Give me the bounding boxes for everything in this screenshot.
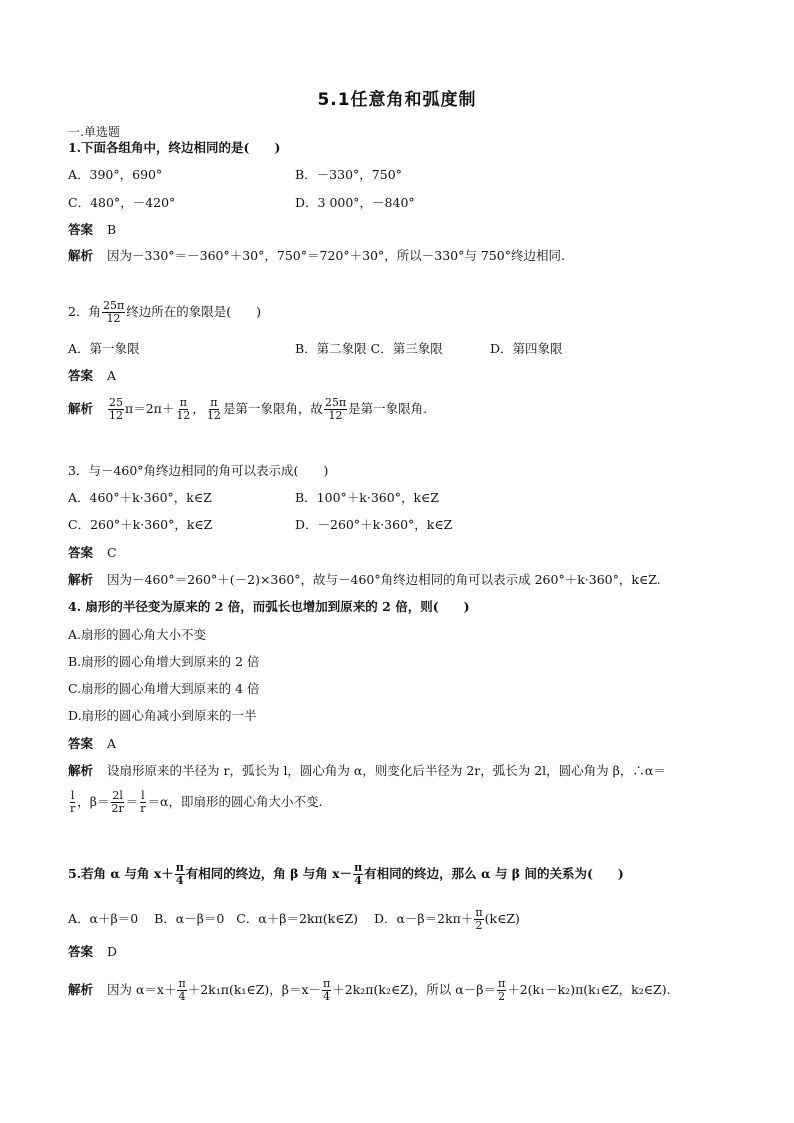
fraction: $\frac{\pi}{12}$ [176, 396, 191, 422]
q1-option-a: A．390°，690° [68, 167, 163, 182]
answer-label: 答案 [68, 944, 94, 959]
q2-answer-value: A [107, 368, 117, 383]
q2-stem [68, 300, 261, 325]
q2-analysis: 解析 $\frac{25}{12}$ π＝2π＋ $\frac{\pi}{12}$ ， $\frac{\pi}{12}$ 是第一象限角，故 $\frac{25\pi}{12}$ 是第一象限角. [68, 396, 428, 422]
answer-label: 答案 [68, 222, 94, 237]
q5-answer [68, 944, 117, 960]
analysis-label: 解析 [68, 982, 94, 997]
q2-option-d: D．第四象限 [490, 341, 563, 356]
q1-answer [68, 222, 116, 238]
q5-option-a: A．α＋β＝0 [68, 911, 139, 926]
q3-option-c: C．260°＋k·360°，k∈Z [68, 517, 213, 532]
q1-option-c: C．480°，－420° [68, 195, 176, 210]
analysis-label: 解析 [68, 401, 94, 416]
fraction: $\frac{\pi}{4}$ [178, 977, 186, 1003]
analysis-label: 解析 [68, 572, 94, 587]
q1-analysis [68, 248, 565, 264]
page-title: 5.1任意角和弧度制 [317, 90, 477, 110]
fraction: $\frac{25\pi}{12}$ [102, 299, 125, 325]
q5-stem: 5.若角 α 与角 x＋ $\frac{\pi}{4}$ 有相同的终边，角 β 与角 x－ $\frac{\pi}{4}$ 有相同的终边，那么 α 与 β 间的关系为( ) [68, 861, 624, 887]
q1-option-b: B．－330°，750° [295, 167, 402, 182]
fraction: $\frac{l}{r}$ [140, 789, 146, 815]
answer-label: 答案 [68, 736, 94, 751]
q4-option-b: B.扇形的圆心角增大到原来的 2 倍 [68, 654, 260, 669]
q4-option-d: D.扇形的圆心角减小到原来的一半 [68, 708, 257, 723]
q1-answer-value: B [107, 222, 117, 237]
answer-label: 答案 [68, 368, 94, 383]
q4-analysis-text: 设扇形原来的半径为 r，弧长为 l，圆心角为 α，则变化后半径为 2r，弧长为 2l，圆心角为 β，∴α＝ [107, 763, 666, 778]
q1-option-d: D．3 000°，－840° [295, 195, 415, 210]
q2-stem-suffix: 终边所在的象限是( ) [126, 304, 261, 319]
q1-analysis-text: 因为－330°＝－360°＋30°，750°＝720°＋30°，所以－330°与 750°终边相同. [107, 248, 565, 263]
q3-option-b: B．100°＋k·360°，k∈Z [295, 490, 439, 505]
q3-stem: 3．与－460°角终边相同的角可以表示成( ) [68, 463, 329, 478]
q5-answer-value: D [107, 944, 118, 959]
fraction: $\frac{\pi}{12}$ [206, 396, 221, 422]
section-heading: 一.单选题 [68, 125, 120, 139]
answer-label: 答案 [68, 545, 94, 560]
q2-answer [68, 368, 116, 384]
fraction: $\frac{\pi}{2}$ [475, 906, 483, 932]
q3-analysis-text: 因为－460°＝260°＋(－2)×360°，故与－460°角终边相同的角可以表示成 260°＋k·360°，k∈Z. [107, 572, 661, 587]
q3-analysis [68, 572, 661, 588]
fraction: $\frac{25\pi}{12}$ [324, 396, 347, 422]
q3-option-d: D．－260°＋k·360°，k∈Z [295, 517, 453, 532]
q5-option-d: D．α－β＝2kπ＋ $\frac{\pi}{2}$ (k∈Z) [373, 906, 520, 932]
q4-answer-value: A [107, 736, 117, 751]
q4-stem: 4. 扇形的半径变为原来的 2 倍，而弧长也增加到原来的 2 倍，则( ) [68, 599, 470, 614]
q4-answer [68, 736, 116, 752]
fraction: $\frac{\pi}{4}$ [323, 977, 331, 1003]
q1-stem: 1.下面各组角中，终边相同的是( ) [68, 140, 281, 155]
q4-option-a: A.扇形的圆心角大小不变 [68, 627, 207, 642]
analysis-label: 解析 [68, 763, 94, 778]
q5-option-c: C．α＋β＝2kπ(k∈Z) [236, 911, 359, 926]
q5-option-b: B．α－β＝0 [154, 911, 225, 926]
q3-option-a: A．460°＋k·360°，k∈Z [68, 490, 212, 505]
analysis-label: 解析 [68, 248, 94, 263]
q4-analysis-line1 [68, 763, 666, 779]
q4-option-c: C.扇形的圆心角增大到原来的 4 倍 [68, 681, 260, 696]
fraction: $\frac{l}{r}$ [70, 789, 76, 815]
q3-answer-value: C [107, 545, 117, 560]
fraction: $\frac{\pi}{4}$ [354, 861, 363, 887]
fraction: $\frac{\pi}{4}$ [175, 861, 184, 887]
q2-option-b: B．第二象限 C．第三象限 [295, 341, 443, 356]
q5-options [68, 907, 520, 932]
q2-option-a: A．第一象限 [68, 341, 140, 356]
fraction: $\frac{2l}{2r}$ [111, 789, 124, 815]
fraction: $\frac{\pi}{2}$ [497, 977, 506, 1003]
fraction: $\frac{25}{12}$ [109, 396, 124, 422]
q2-stem-prefix: 2．角 [68, 304, 101, 319]
q5-analysis: 解析 因为 α＝x＋ $\frac{\pi}{4}$ ＋2k₁π(k₁∈Z)，β＝x－ $\frac{\pi}{4}$ ＋2k₂π(k₂∈Z)，所以 α－β＝ $\frac{\pi}{2}$ ＋2(k₁－k₂)π(k₁∈Z，k₂∈Z). [68, 977, 671, 1003]
q3-answer [68, 545, 117, 561]
q4-analysis-line2: $\frac{l}{r}$ ，β＝ $\frac{2l}{2r}$ ＝ $\frac{l}{r}$ ＝α，即扇形的圆心角大小不变. [70, 789, 323, 815]
